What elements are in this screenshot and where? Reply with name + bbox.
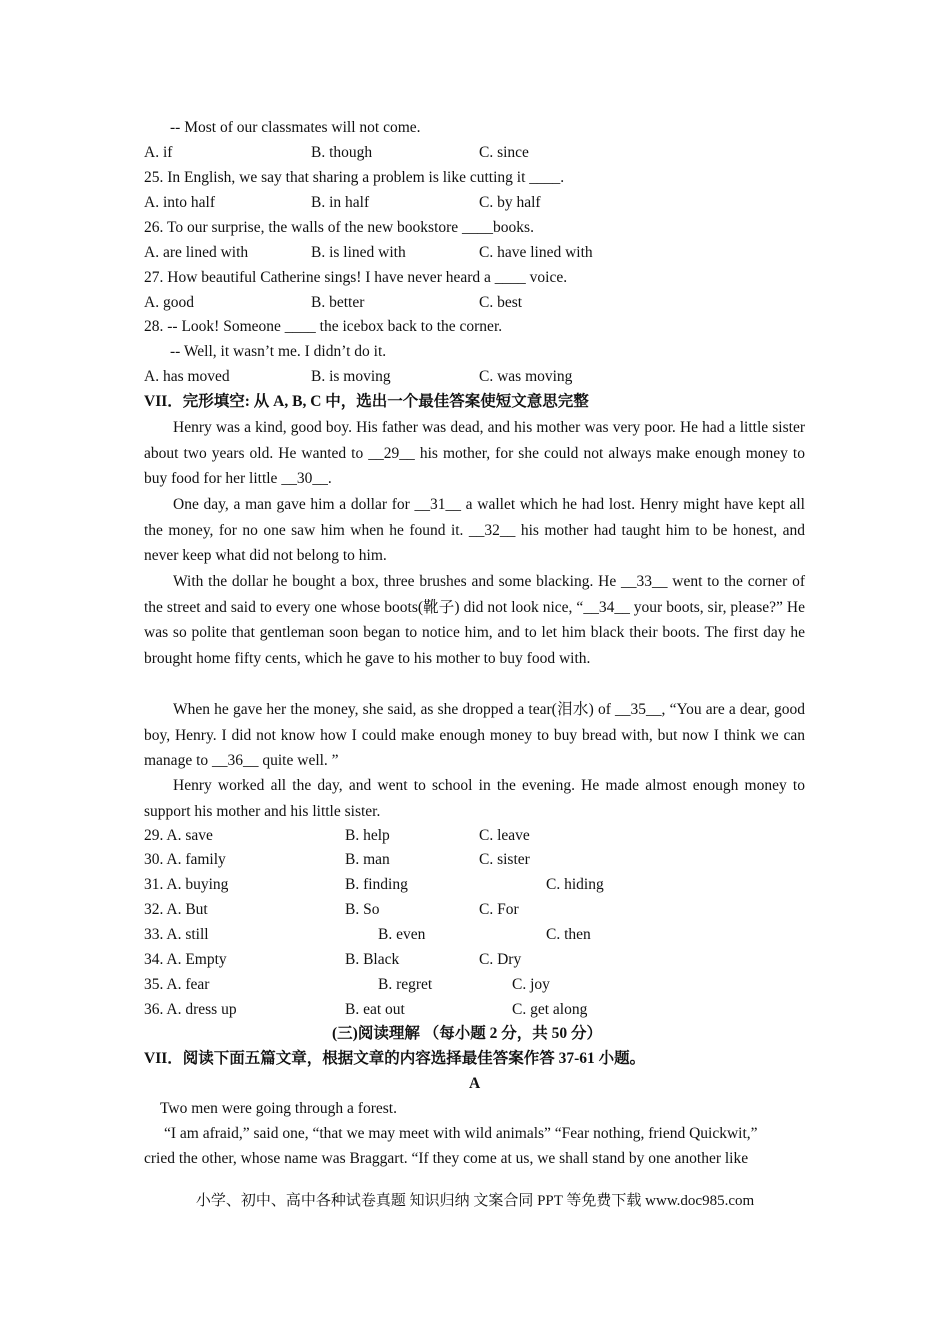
- page-footer: 小学、初中、高中各种试卷真题 知识归纳 文案合同 PPT 等免费下载 www.doc985.com: [195, 1193, 755, 1209]
- passage-line-2: “I am afraid,” said one, “that we may meet with wild animals” “Fear nothing, friend Quickwit,”: [164, 1125, 758, 1142]
- cloze-paragraph-2: One day, a man gave him a dollar for __31__ a wallet which he had lost. Henry might have kept all the money, for no one saw him when he found it. __32__ his mother had taught him to be honest, and never keep what did not belong to him.: [144, 496, 805, 565]
- cloze-option-32-c: C. For: [479, 901, 519, 918]
- passage-label: A: [469, 1075, 481, 1092]
- q26-stem: 26. To our surprise, the walls of the new bookstore ____books.: [144, 219, 534, 236]
- cloze-option-30-b: B. man: [345, 851, 390, 868]
- q25-option-b: B. in half: [311, 194, 370, 211]
- cloze-option-30-c: C. sister: [479, 851, 530, 868]
- passage-line-1: Two men were going through a forest.: [160, 1100, 397, 1117]
- q27-option-c: C. best: [479, 294, 523, 311]
- cloze-option-29-a: 29. A. save: [144, 827, 213, 844]
- q28-stem: 28. -- Look! Someone ____ the icebox back to the corner.: [144, 318, 503, 335]
- q28-reply: -- Well, it wasn’t me. I didn’t do it.: [170, 343, 387, 360]
- q27-option-b: B. better: [311, 294, 365, 311]
- q24-option-a: A. if: [144, 144, 173, 161]
- q26-option-c: C. have lined with: [479, 244, 593, 261]
- q24-reply: -- Most of our classmates will not come.: [170, 119, 421, 136]
- cloze-paragraph-4: When he gave her the money, she said, as she dropped a tear(泪水) of __35__, “You are a dear, good boy, Henry. I did not know how I could make enough money to buy bread with, but now I think we can manage to __36__ quite well. ”: [144, 701, 805, 770]
- q24-option-b: B. though: [311, 144, 373, 161]
- cloze-option-34-a: 34. A. Empty: [144, 951, 227, 968]
- cloze-option-29-b: B. help: [345, 827, 390, 844]
- q27-option-a: A. good: [144, 294, 194, 311]
- cloze-option-34-b: B. Black: [345, 951, 400, 968]
- q26-option-b: B. is lined with: [311, 244, 406, 261]
- cloze-option-35-c: C. joy: [512, 976, 550, 993]
- cloze-option-36-a: 36. A. dress up: [144, 1001, 237, 1018]
- q25-stem: 25. In English, we say that sharing a problem is like cutting it ____.: [144, 169, 565, 186]
- cloze-paragraph-5: Henry worked all the day, and went to school in the evening. He made almost enough money to support his mother and his little sister.: [144, 777, 805, 820]
- cloze-option-29-c: C. leave: [479, 827, 530, 844]
- q25-option-a: A. into half: [144, 194, 216, 211]
- passage-line-3: cried the other, whose name was Braggart. “If they come at us, we shall stand by one another like: [144, 1150, 749, 1167]
- cloze-option-31-c: C. hiding: [546, 876, 604, 893]
- cloze-option-31-a: 31. A. buying: [144, 876, 229, 893]
- cloze-option-30-a: 30. A. family: [144, 851, 226, 868]
- q24-option-c: C. since: [479, 144, 529, 161]
- q28-option-a: A. has moved: [144, 368, 230, 385]
- reading-section-title: (三)阅读理解 （每小题 2 分，共 50 分）: [332, 1025, 602, 1042]
- q28-option-b: B. is moving: [311, 368, 391, 385]
- cloze-option-36-c: C. get along: [512, 1001, 588, 1018]
- cloze-option-34-c: C. Dry: [479, 951, 522, 968]
- q25-option-c: C. by half: [479, 194, 541, 211]
- q27-stem: 27. How beautiful Catherine sings! I have never heard a ____ voice.: [144, 269, 568, 286]
- cloze-paragraph-3: With the dollar he bought a box, three brushes and some blacking. He __33__ went to the corner of the street and said to every one whose boots(靴子) did not look nice, “__34__ your boots, sir, please?” He was so polite that gentleman soon began to notice him, and to let him black their boots. The first day he brought home fifty cents, which he gave to his mother to buy food with.: [144, 573, 805, 667]
- cloze-paragraph-1: Henry was a kind, good boy. His father was dead, and his mother was very poor. He had a little sister about two years old. He wanted to __29__ his mother, for she could not always make enough money to buy food for her little __30__.: [144, 419, 805, 488]
- q26-option-a: A. are lined with: [144, 244, 249, 261]
- cloze-option-31-b: B. finding: [345, 876, 408, 893]
- cloze-option-35-a: 35. A. fear: [144, 976, 210, 993]
- cloze-option-32-a: 32. A. But: [144, 901, 208, 918]
- q28-option-c: C. was moving: [479, 368, 573, 385]
- reading-heading: VII．阅读下面五篇文章，根据文章的内容选择最佳答案作答 37-61 小题。: [144, 1050, 646, 1067]
- cloze-option-35-b: B. regret: [378, 976, 433, 993]
- cloze-heading: VII．完形填空: 从 A, B, C 中，选出一个最佳答案使短文意思完整: [144, 393, 589, 410]
- cloze-option-32-b: B. So: [345, 901, 380, 918]
- cloze-option-33-c: C. then: [546, 926, 591, 943]
- cloze-option-36-b: B. eat out: [345, 1001, 405, 1018]
- cloze-option-33-a: 33. A. still: [144, 926, 209, 943]
- cloze-option-33-b: B. even: [378, 926, 426, 943]
